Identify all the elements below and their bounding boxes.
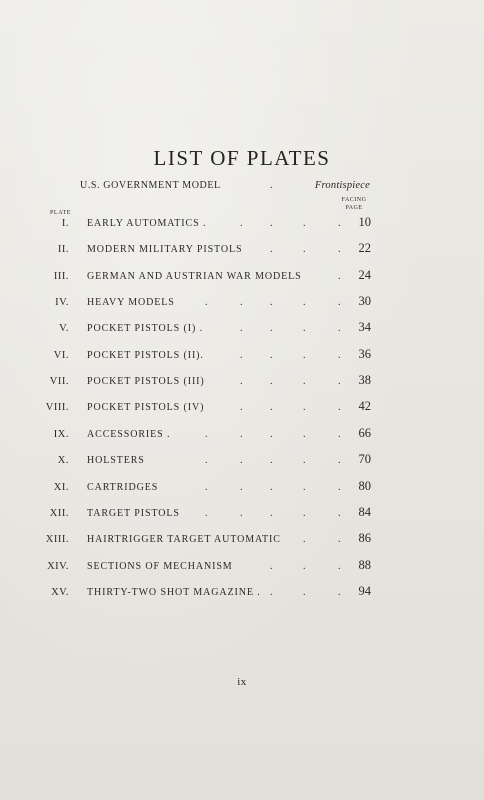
leader-dot: .	[205, 428, 208, 440]
plate-entry	[0, 557, 484, 577]
plate-entry	[0, 478, 484, 498]
plates-list	[0, 214, 484, 604]
facing-page-number: 10	[358, 215, 371, 229]
leader-dot: .	[303, 376, 306, 388]
leader-dot: .	[240, 297, 243, 309]
leader-dot: .	[338, 218, 341, 229]
leader-dot: .	[303, 428, 306, 440]
plate-number: XIII.	[45, 534, 69, 546]
leader-dot: .	[270, 376, 273, 388]
plate-title: TARGET PISTOLS	[87, 507, 180, 519]
leader-dot: .	[205, 455, 208, 467]
leader-dot: .	[338, 376, 341, 388]
leader-dot: .	[240, 481, 243, 493]
leader-dot: .	[240, 455, 243, 467]
leader-dot: .	[240, 218, 243, 229]
leader-dot: .	[270, 560, 273, 572]
facing-page-number: 42	[358, 399, 371, 414]
facing-page-number: 88	[358, 557, 371, 572]
plate-entry	[0, 241, 484, 260]
page-title: LIST OF PLATES	[153, 146, 331, 170]
plate-number: XV.	[51, 586, 69, 598]
leader-dot: .	[240, 349, 243, 361]
page-number-roman: ix	[237, 676, 247, 688]
leader-dot: .	[338, 349, 341, 361]
plate-entry	[0, 399, 484, 418]
facing-page-number: 24	[358, 267, 371, 282]
leader-dot: .	[270, 323, 273, 335]
plate-number: XIV.	[47, 560, 69, 572]
plate-number: I.	[61, 218, 69, 229]
plate-title: CARTRIDGES	[87, 481, 159, 493]
plate-entry	[0, 215, 484, 234]
leader-dot: .	[240, 323, 243, 335]
leader-dot: .	[270, 244, 273, 256]
frontispiece-entry	[80, 180, 370, 194]
plate-number: V.	[59, 323, 69, 335]
facing-page-number: 30	[358, 294, 371, 309]
facing-page-number: 22	[358, 241, 371, 256]
leader-dot: .	[270, 586, 273, 598]
facing-page-number: 34	[358, 320, 371, 335]
plate-title: ACCESSORIES .	[87, 428, 171, 440]
leader-dot: .	[240, 376, 243, 388]
plate-entry	[0, 294, 484, 313]
leader-dot: .	[338, 455, 341, 467]
leader-dot: .	[338, 560, 341, 572]
plate-entry	[0, 531, 484, 550]
plate-title: HAIRTRIGGER TARGET AUTOMATIC	[87, 534, 281, 546]
plate-title: HEAVY MODELS	[87, 297, 175, 309]
leader-dot: .	[270, 218, 273, 229]
leader-dot: .	[303, 218, 306, 229]
plate-title: GERMAN AND AUSTRIAN WAR MODELS	[87, 270, 302, 282]
facing-page-number: 86	[358, 531, 371, 546]
leader-dot: .	[303, 244, 306, 256]
plate-number: II.	[57, 244, 69, 256]
leader-dot: .	[303, 455, 306, 467]
facing-page-number: 84	[358, 504, 371, 519]
facing-page-number: 94	[358, 583, 371, 598]
plate-title: EARLY AUTOMATICS .	[87, 218, 207, 229]
plate-title: POCKET PISTOLS (II).	[87, 349, 204, 361]
leader-dot: .	[338, 323, 341, 335]
leader-dot: .	[240, 428, 243, 440]
leader-dot: .	[270, 297, 273, 309]
plate-entry	[0, 267, 484, 287]
facing-page-header	[336, 196, 372, 212]
leader-dot: .	[338, 507, 341, 519]
leader-dot: .	[338, 428, 341, 440]
leader-dot: .	[270, 455, 273, 467]
leader-dot: .	[303, 349, 306, 361]
plate-number: III.	[53, 270, 69, 282]
frontispiece-leader-dot: .	[270, 180, 274, 191]
leader-dot: .	[303, 323, 306, 335]
plate-entry	[0, 452, 484, 471]
leader-dot: .	[303, 297, 306, 309]
leader-dot: .	[338, 297, 341, 309]
plate-title: POCKET PISTOLS (III)	[87, 376, 205, 388]
leader-dot: .	[270, 402, 273, 414]
frontispiece-page: Frontispiece	[314, 180, 370, 191]
leader-dot: .	[338, 402, 341, 414]
leader-dot: .	[303, 586, 306, 598]
frontispiece-label: U.S. GOVERNMENT MODEL	[80, 180, 221, 191]
leader-dot: .	[303, 534, 306, 546]
leader-dot: .	[270, 507, 273, 519]
plate-entry	[0, 320, 484, 339]
leader-dot: .	[205, 507, 208, 519]
plate-number: VI.	[53, 349, 69, 361]
leader-dot: .	[303, 402, 306, 414]
leader-dot: .	[270, 428, 273, 440]
plate-entry	[0, 346, 484, 366]
facing-page-number: 70	[358, 452, 371, 467]
plate-number: XII.	[49, 507, 69, 519]
plate-title: POCKET PISTOLS (I) .	[87, 323, 203, 335]
plate-title: POCKET PISTOLS (IV)	[87, 402, 205, 414]
leader-dot: .	[338, 244, 341, 256]
facing-page-number: 66	[358, 425, 371, 440]
plate-number: X.	[57, 455, 69, 467]
plate-entry	[0, 504, 484, 524]
plate-title: THIRTY-TWO SHOT MAGAZINE .	[87, 586, 261, 598]
leader-dot: .	[270, 349, 273, 361]
leader-dot: .	[338, 481, 341, 493]
plate-entry	[0, 373, 484, 392]
leader-dot: .	[240, 507, 243, 519]
plate-number: IX.	[53, 428, 69, 440]
leader-dot: .	[303, 481, 306, 493]
leader-dot: .	[303, 560, 306, 572]
leader-dot: .	[270, 481, 273, 493]
plate-title: MODERN MILITARY PISTOLS	[87, 244, 243, 256]
leader-dot: .	[303, 507, 306, 519]
facing-header-line2: PAGE	[345, 205, 363, 211]
facing-page-number: 80	[358, 478, 371, 493]
facing-page-number: 38	[358, 373, 371, 388]
plate-number: VIII.	[45, 402, 69, 414]
leader-dot: .	[205, 297, 208, 309]
plate-title: HOLSTERS	[87, 455, 145, 467]
leader-dot: .	[338, 534, 341, 546]
leader-dot: .	[338, 586, 341, 598]
facing-header-line1: FACING	[341, 197, 367, 203]
plate-title: SECTIONS OF MECHANISM	[87, 560, 233, 572]
leader-dot: .	[338, 270, 341, 282]
plate-entry	[0, 425, 484, 445]
plate-number: IV.	[55, 297, 69, 309]
plate-entry	[0, 583, 484, 603]
plate-column-header: PLATE	[50, 210, 71, 216]
plate-number: VII.	[49, 376, 69, 388]
leader-dot: .	[240, 402, 243, 414]
leader-dot: .	[205, 481, 208, 493]
plate-number: XI.	[53, 481, 69, 493]
facing-page-number: 36	[358, 346, 371, 361]
